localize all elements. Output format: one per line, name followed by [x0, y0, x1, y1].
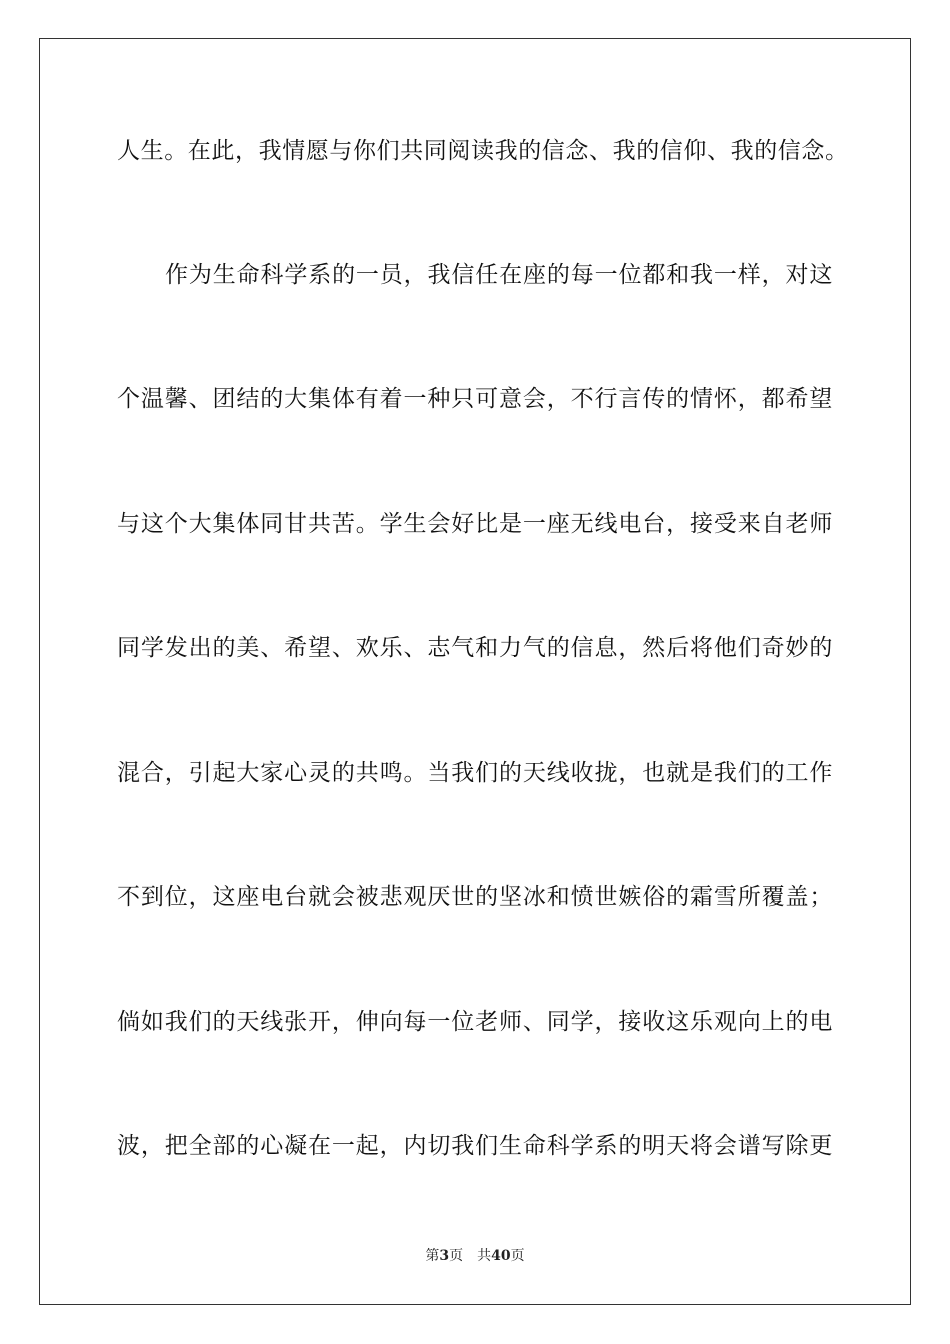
text-line-9: 波，把全部的心凝在一起，内切我们生命科学系的明天将会谱写除更 [117, 1133, 833, 1159]
text-line-3: 个温馨、团结的大集体有着一种只可意会，不行言传的情怀，都希望 [117, 386, 833, 412]
page-label-prefix: 第 [425, 1248, 440, 1264]
page-label-suffix: 页 [449, 1248, 464, 1264]
text-line-5: 同学发出的美、希望、欢乐、志气和力气的信息，然后将他们奇妙的 [117, 635, 833, 661]
total-label-prefix: 共 [477, 1248, 492, 1264]
page-footer [0, 1246, 950, 1266]
text-line-6: 混合，引起大家心灵的共鸣。当我们的天线收拢，也就是我们的工作 [117, 760, 833, 786]
text-line-7: 不到位，这座电台就会被悲观厌世的坚冰和愤世嫉俗的霜雪所覆盖； [117, 884, 833, 910]
page-number: 3 [439, 1248, 450, 1264]
total-label-suffix: 页 [510, 1248, 525, 1264]
text-line-4: 与这个大集体同甘共苦。学生会好比是一座无线电台，接受来自老师 [117, 511, 833, 537]
page-border [39, 38, 911, 1305]
text-line-8: 倘如我们的天线张开，伸向每一位老师、同学，接收这乐观向上的电 [117, 1009, 833, 1035]
total-pages: 40 [491, 1248, 511, 1264]
text-line-2: 作为生命科学系的一员，我信任在座的每一位都和我一样，对这 [165, 262, 833, 288]
text-line-1: 人生。在此，我情愿与你们共同阅读我的信念、我的信仰、我的信念。 [117, 138, 849, 164]
